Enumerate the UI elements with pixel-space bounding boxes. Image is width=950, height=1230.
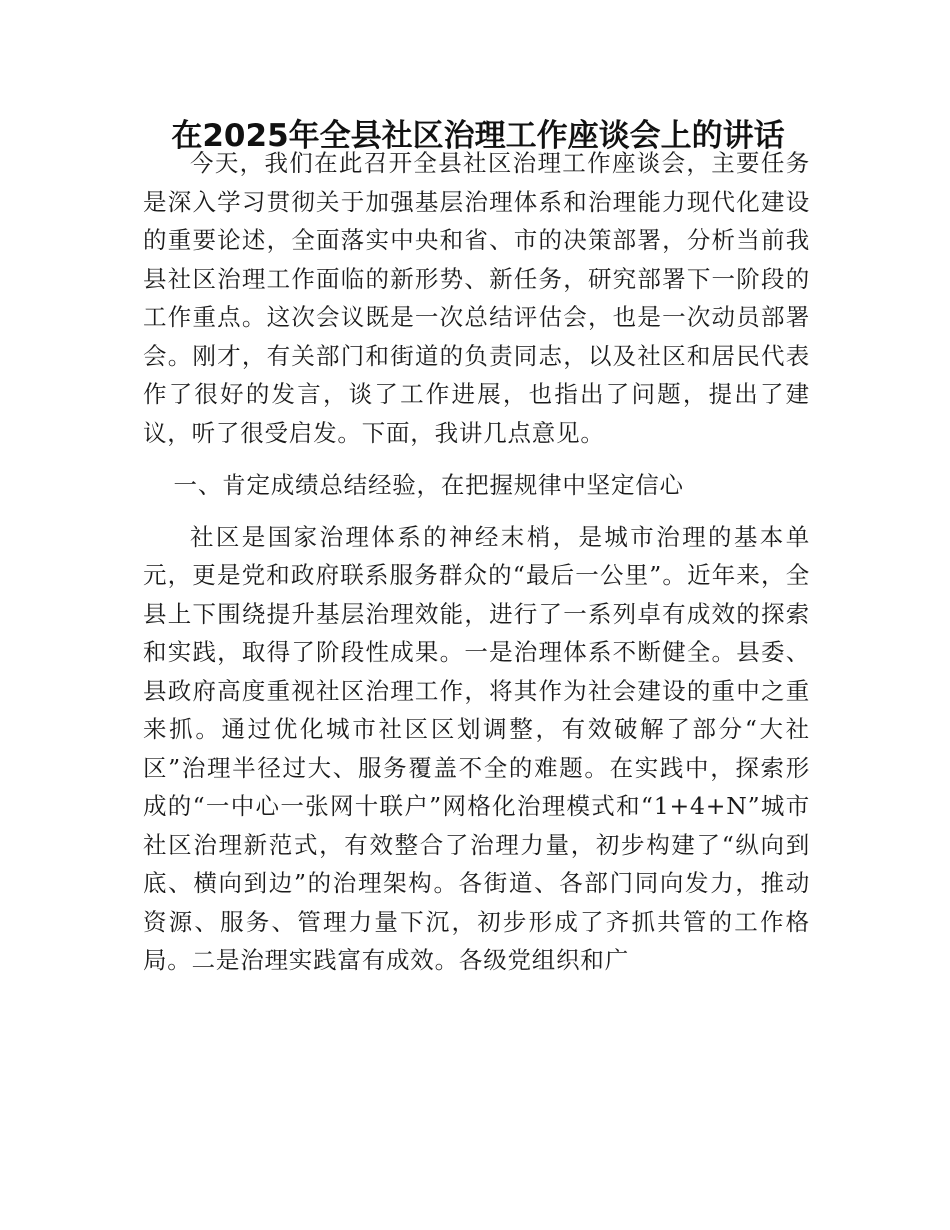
document-body [143,144,810,980]
page-title: 在2025年全县社区治理工作座谈会上的讲话 [171,118,785,154]
paragraph-intro: 今天，我们在此召开全县社区治理工作座谈会，主要任务是深入学习贯彻关于加强基层治理体系和治理能力现代化建设的重要论述，全面落实中央和省、市的决策部署，分析当前我县社区治理工作面临的新形势、新任务，研究部署下一阶段的工作重点。这次会议既是一次总结评估会，也是一次动员部署会。刚才，有关部门和街道的负责同志，以及社区和居民代表作了很好的发言，谈了工作进展，也指出了问题，提出了建议，听了很受启发。下面，我讲几点意见。 [143,149,810,447]
section-heading: 一、肯定成绩总结经验，在把握规律中坚定信心 [173,471,684,499]
paragraph-achievements: 社区是国家治理体系的神经末梢，是城市治理的基本单元，更是党和政府联系服务群众的“最后一公里”。近年来，全县上下围绕提升基层治理效能，进行了一系列卓有成效的探索和实践，取得了阶段性成果。一是治理体系不断健全。县委、县政府高度重视社区治理工作，将其作为社会建设的重中之重来抓。通过优化城市社区区划调整，有效破解了部分“大社区”治理半径过大、服务覆盖不全的难题。在实践中，探索形成的“一中心一张网十联户”网格化治理模式和“1+4+N”城市社区治理新范式，有效整合了治理力量，初步构建了“纵向到底、横向到边”的治理架构。各街道、各部门同向发力，推动资源、服务、管理力量下沉，初步形成了齐抓共管的工作格局。二是治理实践富有成效。各级党组织和广 [143,522,810,974]
